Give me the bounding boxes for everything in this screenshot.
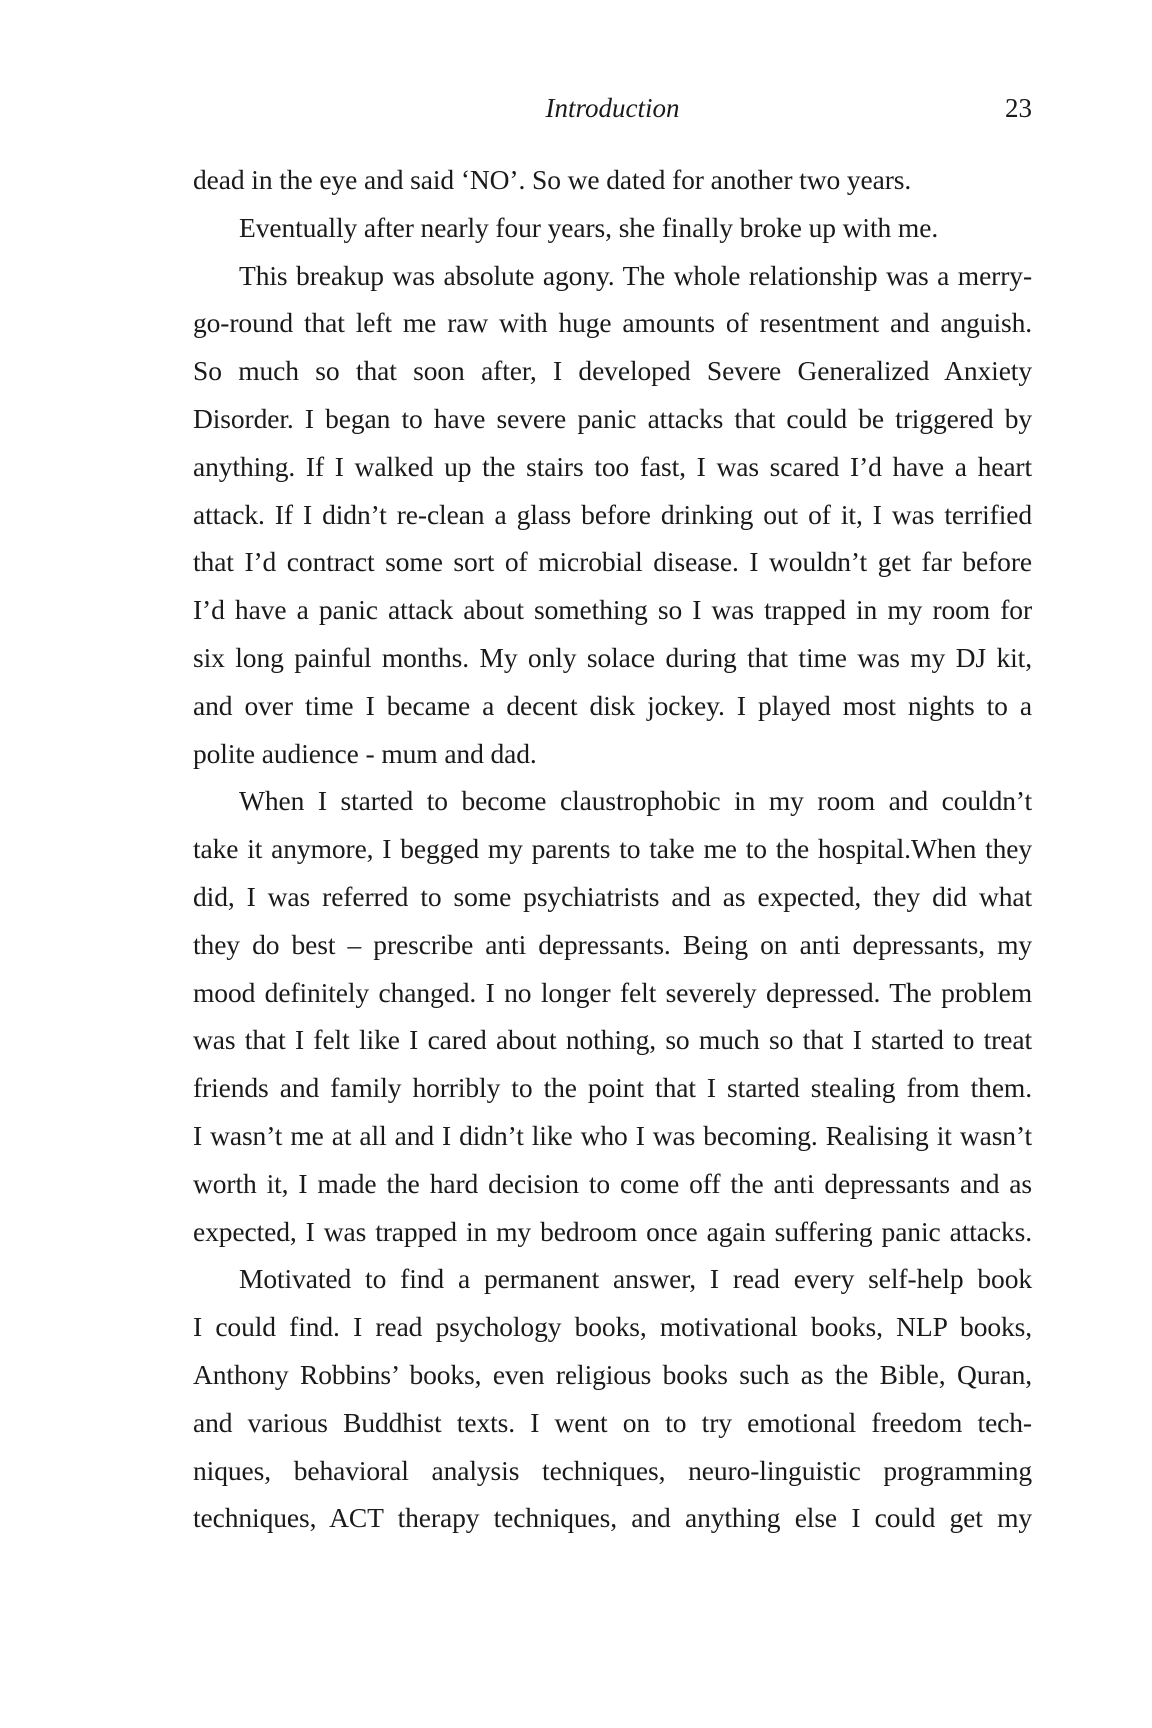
text-line: I wasn’t me at all and I didn’t like who I was becoming. Realising it wasn’t — [193, 1119, 1033, 1151]
text-line: they do best – prescribe anti depressants. Being on anti depressants, my — [193, 928, 1033, 960]
text-line: did, I was referred to some psychiatrists and as expected, they did what — [193, 880, 1032, 912]
text-line: go-round that left me raw with huge amounts of resentment and anguish. — [193, 307, 1033, 339]
text-line: This breakup was absolute agony. The whole relationship was a merry- — [239, 259, 1033, 291]
text-line: I’d have a panic attack about something so I was trapped in my room for — [193, 594, 1033, 626]
text-line: dead in the eye and said ‘NO’. So we dated for another two years. — [193, 164, 912, 195]
text-line: friends and family horribly to the point that I started stealing from them. — [193, 1072, 1032, 1104]
text-line: Motivated to find a permanent answer, I read every self-help book — [239, 1263, 1032, 1295]
page-number: 23 — [1005, 93, 1032, 123]
text-line: six long painful months. My only solace during that time was my DJ kit, — [193, 641, 1032, 673]
text-line: mood definitely changed. I no longer felt severely depressed. The problem — [193, 976, 1033, 1008]
text-line: niques, behavioral analysis techniques, neuro-linguistic programming — [193, 1454, 1032, 1486]
text-line: and various Buddhist texts. I went on to try emotional freedom tech- — [193, 1406, 1032, 1438]
text-line: worth it, I made the hard decision to come off the anti depressants and as — [193, 1167, 1032, 1199]
text-line: I could find. I read psychology books, motivational books, NLP books, — [193, 1311, 1033, 1343]
text-line: was that I felt like I cared about nothing, so much so that I started to treat — [193, 1024, 1032, 1056]
text-line: polite audience - mum and dad. — [193, 737, 537, 769]
text-line: Eventually after nearly four years, she finally broke up with me. — [239, 211, 939, 243]
text-line: Disorder. I began to have severe panic attacks that could be triggered by — [193, 402, 1032, 434]
running-header — [193, 88, 1032, 128]
text-line: attack. If I didn’t re-clean a glass before drinking out of it, I was terrified — [193, 498, 1033, 530]
text-line: expected, I was trapped in my bedroom once again suffering panic attacks. — [193, 1215, 1033, 1247]
text-line: So much so that soon after, I developed Severe Generalized Anxiety — [193, 355, 1032, 387]
text-line: When I started to become claustrophobic in my room and couldn’t — [239, 785, 1033, 817]
text-line: take it anymore, I begged my parents to take me to the hospital.When they — [193, 833, 1033, 865]
running-title: Introduction — [545, 93, 680, 123]
text-line: Anthony Robbins’ books, even religious books such as the Bible, Quran, — [193, 1358, 1032, 1390]
text-line: and over time I became a decent disk jockey. I played most nights to a — [193, 689, 1032, 721]
text-line: techniques, ACT therapy techniques, and anything else I could get my — [193, 1502, 1033, 1534]
text-line: anything. If I walked up the stairs too fast, I was scared I’d have a heart — [193, 450, 1033, 482]
text-line: that I’d contract some sort of microbial disease. I wouldn’t get far before — [193, 546, 1032, 578]
body-text — [193, 156, 1032, 1542]
